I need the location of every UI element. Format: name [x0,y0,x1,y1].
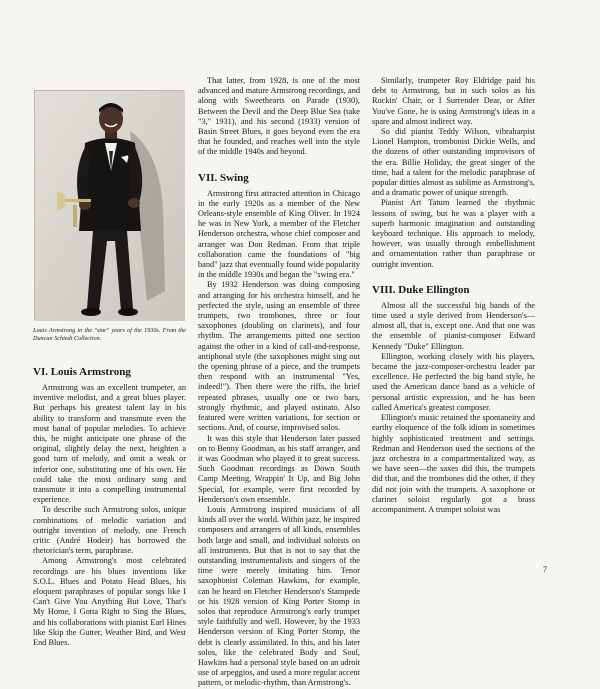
column-1 [33,366,186,648]
paragraph: So did pianist Teddy Wilson, vibraharpist Lionel Hampton, trombonist Dickie Wells, and the dozens of other outstanding improvisors of the era. Billie Holiday, the great singer of the time, had a talent for the melodic paraphrase of popular ditties almost as sublime as Armstrong's, and a dramatic power of unique strength. [372,127,535,198]
paragraph: Pianist Art Tatum learned the rhythmic lessons of swing, but he was a player with a superb harmonic imagination and outstanding keyboard technique. His approach to melody, however, was usually through embellishment and ornamentation rather than paraphrase or outright invention. [372,198,535,269]
armstrong-photo-image [35,91,185,321]
section-heading-swing: VII. Swing [198,171,249,184]
column-3 [372,76,535,515]
paragraph: Among Armstrong's most celebrated recordings are his blues inventions like S.O.L. Blues and Potato Head Blues, his eloquent paraphrases of popular songs like I Can't Give You Anything But Love, That's My Home, I Gotta Right to Sing the Blues, and his collaborations with pianist Earl Hines like Skip the Gutter, Weather Bird, and West End Blues. [33,556,186,648]
section-heading-armstrong: VI. Louis Armstrong [33,366,131,378]
armstrong-photo [34,90,184,320]
paragraph: Armstrong first attracted attention in Chicago in the early 1920s as a member of the New Orleans-style ensemble of King Oliver. In 1924 he was in New York, a member of the Fletcher Henderson orchestra, whose chief composer and arranger was Don Redman. From that triple collaboration came the foundations of "big band" jazz that eventually found wide popularity in the middle 1930s and began the "swing era." [198,188,360,280]
paragraph: That latter, from 1928, is one of the most advanced and mature Armstrong recordings, and along with Sweethearts on Parade (1930), Between the Devil and the Deep Blue Sea (take "3," 1931), and his second (1933) version of Basin Street Blues, it goes beyond even the era that he founded, and reaches well into the style of the middle 1940s and beyond. [198,76,360,157]
section-heading-ellington: VIII. Duke Ellington [372,283,470,296]
paragraph: Ellington, working closely with his players, became the jazz-composer-orchestra leader par excellence. He perfected the big band style, he used the American dance band as a vehicle of personal artistic expression, and he has been called America's greatest composer. [372,351,535,412]
paragraph: Ellington's music retained the spontaneity and earthy eloquence of the folk idiom in sometimes highly sophisticated treatment and settings. Redman and Henderson used the sections of the jazz orchestra in a compartmentalized way, as we have seen—the saxes did this, the trumpets did that, and the trombones did the other, if they did not join with the trumpets. A saxophone or clarinet soloist regularly got a brass accompaniment. A trumpet soloist was [372,413,535,514]
paragraph: Armstrong was an excellent trumpeter, an inventive melodist, and a great blues player. But perhaps his greatest talent lay in his ability to transform and transmute even the most banal of popular melodies. To achieve this, he might anticipate one phrase of the original, slightly delay the next, heighten a good turn of melody, and omit a weak or inferior one, substituting one of his own. He could take the most ordinary song and transmute it into a compelling instrumental experience. [33,383,186,505]
page-number: 7 [543,565,547,574]
photo-caption: Louis Armstrong in the "star" years of the 1930s. From the Duncan Schiedt Collection. [33,327,186,342]
paragraph: Similarly, trumpeter Roy Eldridge paid his debt to Armstrong, but in such solos as his Rockin' Chair, or I Surrender Dear, or After You've Gone, he is using Armstrong's ideas in a spare and almost indirect way. [372,76,535,126]
paragraph: Almost all the successful big bands of the time used a style derived from Henderson's—almost all, that is, except one. And that one was the ensemble of pianist-composer Edward Kennedy "Duke" Ellington. [372,300,535,351]
paragraph: Louis Armstrong inspired musicians of all kinds all over the world. Within jazz, he inspired composers and arrangers of all kinds, ensembles both large and small, and individual soloists on all instruments. But that is not to say that the outstanding instrumentalists and singers of the time were merely imitating him. Tenor saxophonist Coleman Hawkins, for example, can be heard on Fletcher Henderson's Stampede or his 1928 version of King Porter Stomp in solos that reproduce Armstrong's early trumpet style faithfully and well. However, by the 1933 Henderson version of King Porter Stomp, the debt is clearly assimilated. In this, and his later solos, like the celebrated Body and Soul, Hawkins had a personal style based on an adroit use of arpeggios, and used a more regular accent pattern, or melodic-rhythm, than Armstrong's. [198,504,360,688]
paragraph: To describe such Armstrong solos, unique combinations of melodic variation and outright invention of melody, one French critic (André Hodeir) has borrowed the rhetorician's term, paraphrase. [33,505,186,556]
paragraph: By 1932 Henderson was doing composing and arranging for his orchestra himself, and he perfected the style, using an ensemble of three trumpets, two trombones, three or four saxophones (doubling on clarinets), and four rhythm. The arrangements pitted one section against the other in a kind of call-and-response, antiphonal style (the saxophones might sing out the opening phrase of a piece, and the trumpets then respond with an instrumental "Yes, indeed!"). Then there were the riffs, the brief repeated phrases, usually one or two bars, strongly rhythmic, and played ostinato. Also featured were written variations, for section or sections. And, of course, improvised solos. [198,280,360,433]
paragraph: It was this style that Henderson later passed on to Benny Goodman, as his staff arranger, and it was Goodman who played it to great success. Such Goodman recordings as Down South Camp Meeting, Wrappin' It Up, and Big John Special, for example, were first recorded by Henderson's own ensemble. [198,433,360,504]
column-2 [198,76,360,689]
